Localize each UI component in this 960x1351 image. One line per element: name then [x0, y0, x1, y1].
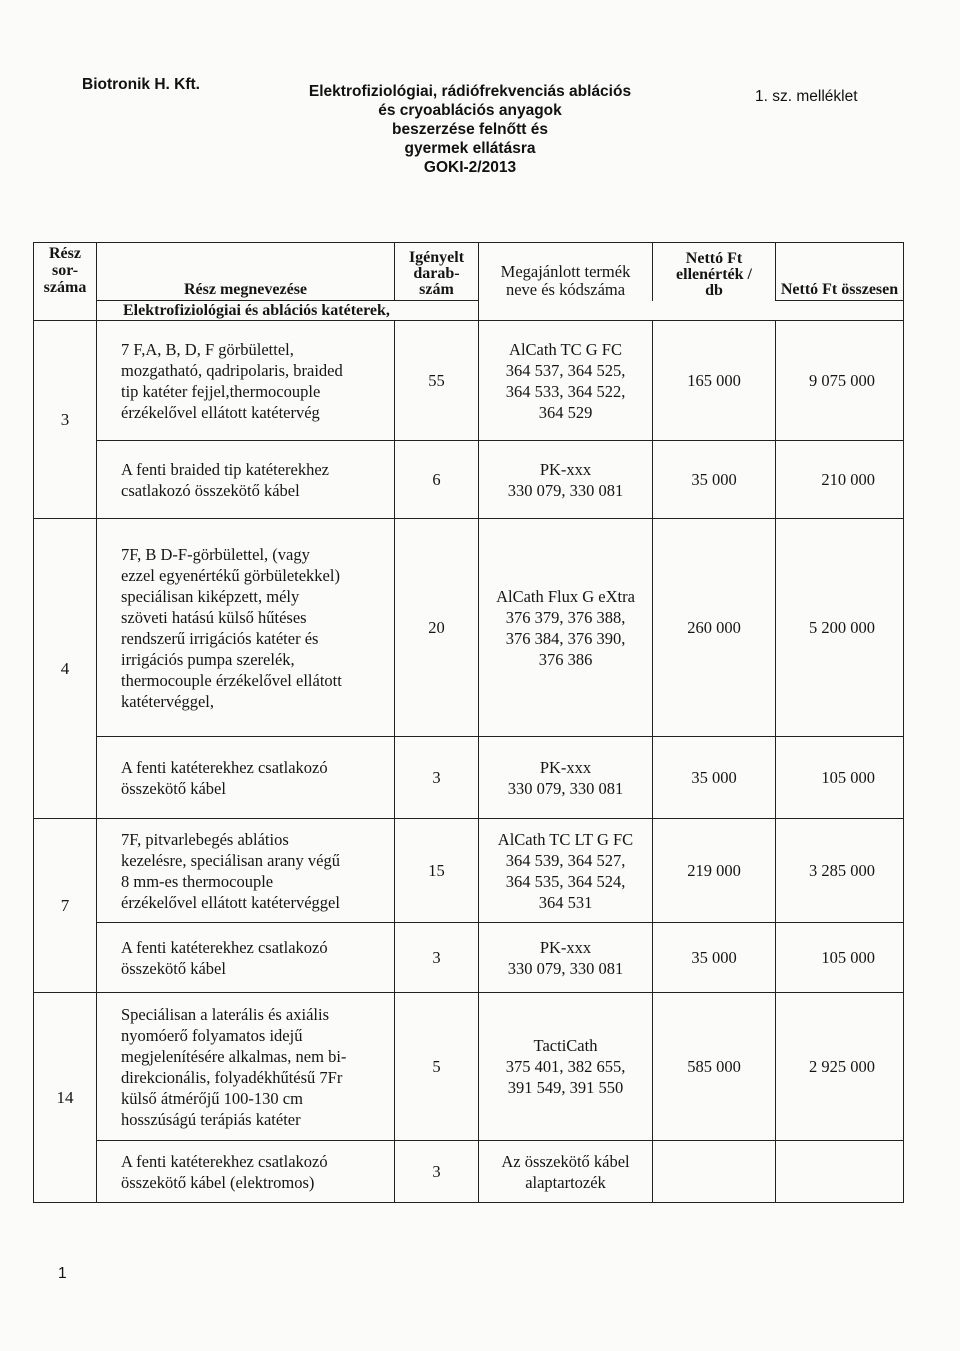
product-cell — [479, 923, 653, 993]
col-header-product — [479, 243, 653, 301]
cell-line: alaptartozék — [525, 1172, 606, 1192]
company-name: Biotronik H. Kft. — [82, 76, 200, 93]
col-header-resz — [34, 243, 97, 321]
col-header-line: neve és kódszáma — [505, 279, 626, 299]
description-cell — [97, 441, 395, 519]
unit-price-cell: 165 000 — [653, 321, 776, 441]
cell-line: külső átmérőjű 100-130 cm — [121, 1088, 303, 1108]
cell-line: 7F, B D-F-görbülettel, (vagy — [121, 544, 310, 564]
table-body — [34, 321, 904, 1203]
col-header-line: száma — [43, 279, 87, 296]
category-row — [34, 301, 904, 321]
quantity-cell: 55 — [395, 321, 479, 441]
cell-line: 364 537, 364 525, — [505, 360, 626, 380]
cell-line: PK-xxx — [539, 937, 592, 957]
col-header-line: szám — [419, 281, 454, 298]
resz-number: 7 — [34, 819, 97, 993]
col-header-line: sor- — [51, 262, 79, 279]
cell-line: 376 379, 376 388, — [505, 607, 626, 627]
quantity-cell: 3 — [395, 737, 479, 819]
cell-line: 391 549, 391 550 — [507, 1078, 624, 1097]
items-table — [33, 242, 904, 1203]
cell-line: A fenti katéterekhez csatlakozó — [121, 1151, 328, 1171]
cell-line: 364 535, 364 524, — [505, 871, 626, 891]
cell-line: összekötő kábel — [121, 958, 226, 978]
product-cell — [479, 321, 653, 441]
unit-price-cell: 35 000 — [653, 923, 776, 993]
product-cell — [479, 993, 653, 1141]
col-header-unit-price — [653, 243, 776, 301]
cell-line: speciálisan kiképzett, mély — [121, 586, 300, 606]
table-row — [34, 993, 904, 1141]
category-title: Elektrofiziológiai és ablációs katéterek, — [97, 301, 479, 321]
product-cell — [479, 819, 653, 923]
description-cell — [97, 923, 395, 993]
cell-line: 330 079, 330 081 — [507, 958, 624, 978]
total-cell: 9 075 000 — [776, 321, 904, 441]
title-line: Elektrofiziológiai, rádiófrekvenciás ablációs — [308, 83, 632, 100]
title-line: gyermek ellátásra — [404, 140, 536, 157]
cell-line: nyomóerő folyamatos idejű — [121, 1025, 303, 1045]
cell-line: PK-xxx — [539, 459, 592, 479]
product-cell — [479, 1141, 653, 1203]
unit-price-cell — [653, 1141, 776, 1203]
quantity-cell: 6 — [395, 441, 479, 519]
unit-price-cell: 35 000 — [653, 737, 776, 819]
cell-line: megjelenítésére alkalmas, nem bi- — [121, 1046, 347, 1066]
table-row — [34, 1141, 904, 1203]
category-spacer — [479, 301, 904, 321]
cell-line: AlCath TC LT G FC — [497, 829, 634, 849]
resz-number: 3 — [34, 321, 97, 519]
table-row — [34, 737, 904, 819]
cell-line: mozgatható, qadripolaris, braided — [121, 360, 343, 380]
col-header-name — [97, 243, 395, 301]
quantity-cell: 5 — [395, 993, 479, 1141]
cell-line: A fenti katéterekhez csatlakozó — [121, 757, 328, 777]
unit-price-cell: 35 000 — [653, 441, 776, 519]
product-cell — [479, 737, 653, 819]
col-header-line: Igényelt — [408, 249, 465, 266]
col-header-line: Rész — [49, 245, 81, 262]
product-cell — [479, 441, 653, 519]
cell-line: kezelésre, speciálisan arany végű — [121, 850, 340, 870]
title-line: és cryoablációs anyagok — [378, 102, 562, 119]
annex-label: 1. sz. melléklet — [755, 88, 858, 105]
description-cell — [97, 519, 395, 737]
table-row — [34, 519, 904, 737]
quantity-cell: 3 — [395, 1141, 479, 1203]
cell-line: ezzel egyenértékű görbületekkel) — [121, 565, 340, 585]
description-cell — [97, 993, 395, 1141]
cell-line: csatlakozó összekötő kábel — [121, 480, 300, 500]
cell-line: 7 F,A, B, D, F görbülettel, — [121, 339, 294, 359]
cell-line: 330 079, 330 081 — [507, 778, 624, 798]
cell-line: AlCath TC G FC — [509, 339, 622, 359]
cell-line: katétervéggel, — [121, 691, 214, 711]
cell-line: Speciálisan a laterális és axiális — [121, 1004, 330, 1024]
col-header-line: Nettó Ft — [685, 249, 743, 267]
cell-line: 330 079, 330 081 — [507, 480, 624, 500]
total-cell: 105 000 — [776, 923, 904, 993]
resz-number: 4 — [34, 519, 97, 819]
cell-line: PK-xxx — [539, 757, 592, 777]
cell-line: 364 529 — [538, 402, 593, 422]
document-title — [260, 82, 680, 177]
title-line: GOKI-2/2013 — [423, 159, 517, 176]
cell-line: A fenti katéterekhez csatlakozó — [121, 937, 328, 957]
resz-number: 14 — [34, 993, 97, 1203]
table-row — [34, 923, 904, 993]
cell-line: összekötő kábel (elektromos) — [121, 1172, 315, 1192]
description-cell — [97, 819, 395, 923]
cell-line: 7F, pitvarlebegés ablátios — [121, 829, 289, 849]
total-cell: 5 200 000 — [776, 519, 904, 737]
unit-price-cell: 585 000 — [653, 993, 776, 1141]
col-header-line: db — [705, 281, 723, 299]
total-cell: 210 000 — [776, 441, 904, 519]
cell-line: rendszerű irrigációs katéter és — [121, 628, 319, 648]
cell-line: szöveti hatású külső hűtéses — [121, 607, 307, 627]
total-cell — [776, 1141, 904, 1203]
total-cell: 2 925 000 — [776, 993, 904, 1141]
cell-line: tip katéter fejjel,thermocouple — [121, 381, 321, 401]
cell-line: 376 384, 376 390, — [505, 628, 626, 648]
product-cell — [479, 519, 653, 737]
col-header-line: darab- — [413, 265, 460, 282]
description-cell — [97, 737, 395, 819]
cell-line: 8 mm-es thermocouple — [121, 871, 274, 891]
cell-line: AlCath Flux G eXtra — [496, 586, 635, 606]
cell-line: Az összekötő kábel — [501, 1151, 630, 1171]
cell-line: 375 401, 382 655, — [505, 1057, 626, 1076]
description-cell — [97, 321, 395, 441]
page-number: 1 — [58, 1265, 67, 1282]
cell-line: direkcionális, folyadékhűtésű 7Fr — [121, 1067, 343, 1087]
cell-line: 364 531 — [538, 892, 593, 912]
col-header-line: Nettó Ft összesen — [780, 281, 899, 298]
unit-price-cell: 219 000 — [653, 819, 776, 923]
cell-line: TactiCath — [533, 1036, 598, 1055]
col-header-qty — [395, 243, 479, 301]
col-header-line: Rész megnevezése — [183, 281, 308, 298]
total-cell: 3 285 000 — [776, 819, 904, 923]
col-header-line: Megajánlott termék — [500, 261, 631, 281]
header-row — [34, 243, 904, 301]
description-cell — [97, 1141, 395, 1203]
total-cell: 105 000 — [776, 737, 904, 819]
cell-line: irrigációs pumpa szerelék, — [121, 649, 295, 669]
quantity-cell: 20 — [395, 519, 479, 737]
unit-price-cell: 260 000 — [653, 519, 776, 737]
table-row — [34, 321, 904, 441]
table-row — [34, 441, 904, 519]
cell-line: összekötő kábel — [121, 778, 226, 798]
cell-line: 364 533, 364 522, — [505, 381, 626, 401]
col-header-line: ellenérték / — [676, 265, 752, 283]
cell-line: érzékelővel ellátott katétervég — [121, 402, 320, 422]
cell-line: 376 386 — [538, 649, 593, 669]
cell-line: 364 539, 364 527, — [505, 850, 626, 870]
cell-line: A fenti braided tip katéterekhez — [121, 459, 329, 479]
quantity-cell: 15 — [395, 819, 479, 923]
table-row — [34, 819, 904, 923]
cell-line: thermocouple érzékelővel ellátott — [121, 670, 342, 690]
quantity-cell: 3 — [395, 923, 479, 993]
col-header-total — [776, 243, 904, 301]
cell-line: érzékelővel ellátott katétervéggel — [121, 892, 340, 912]
title-line: beszerzése felnőtt és — [392, 121, 548, 138]
cell-line: hosszúságú terápiás katéter — [121, 1109, 301, 1129]
